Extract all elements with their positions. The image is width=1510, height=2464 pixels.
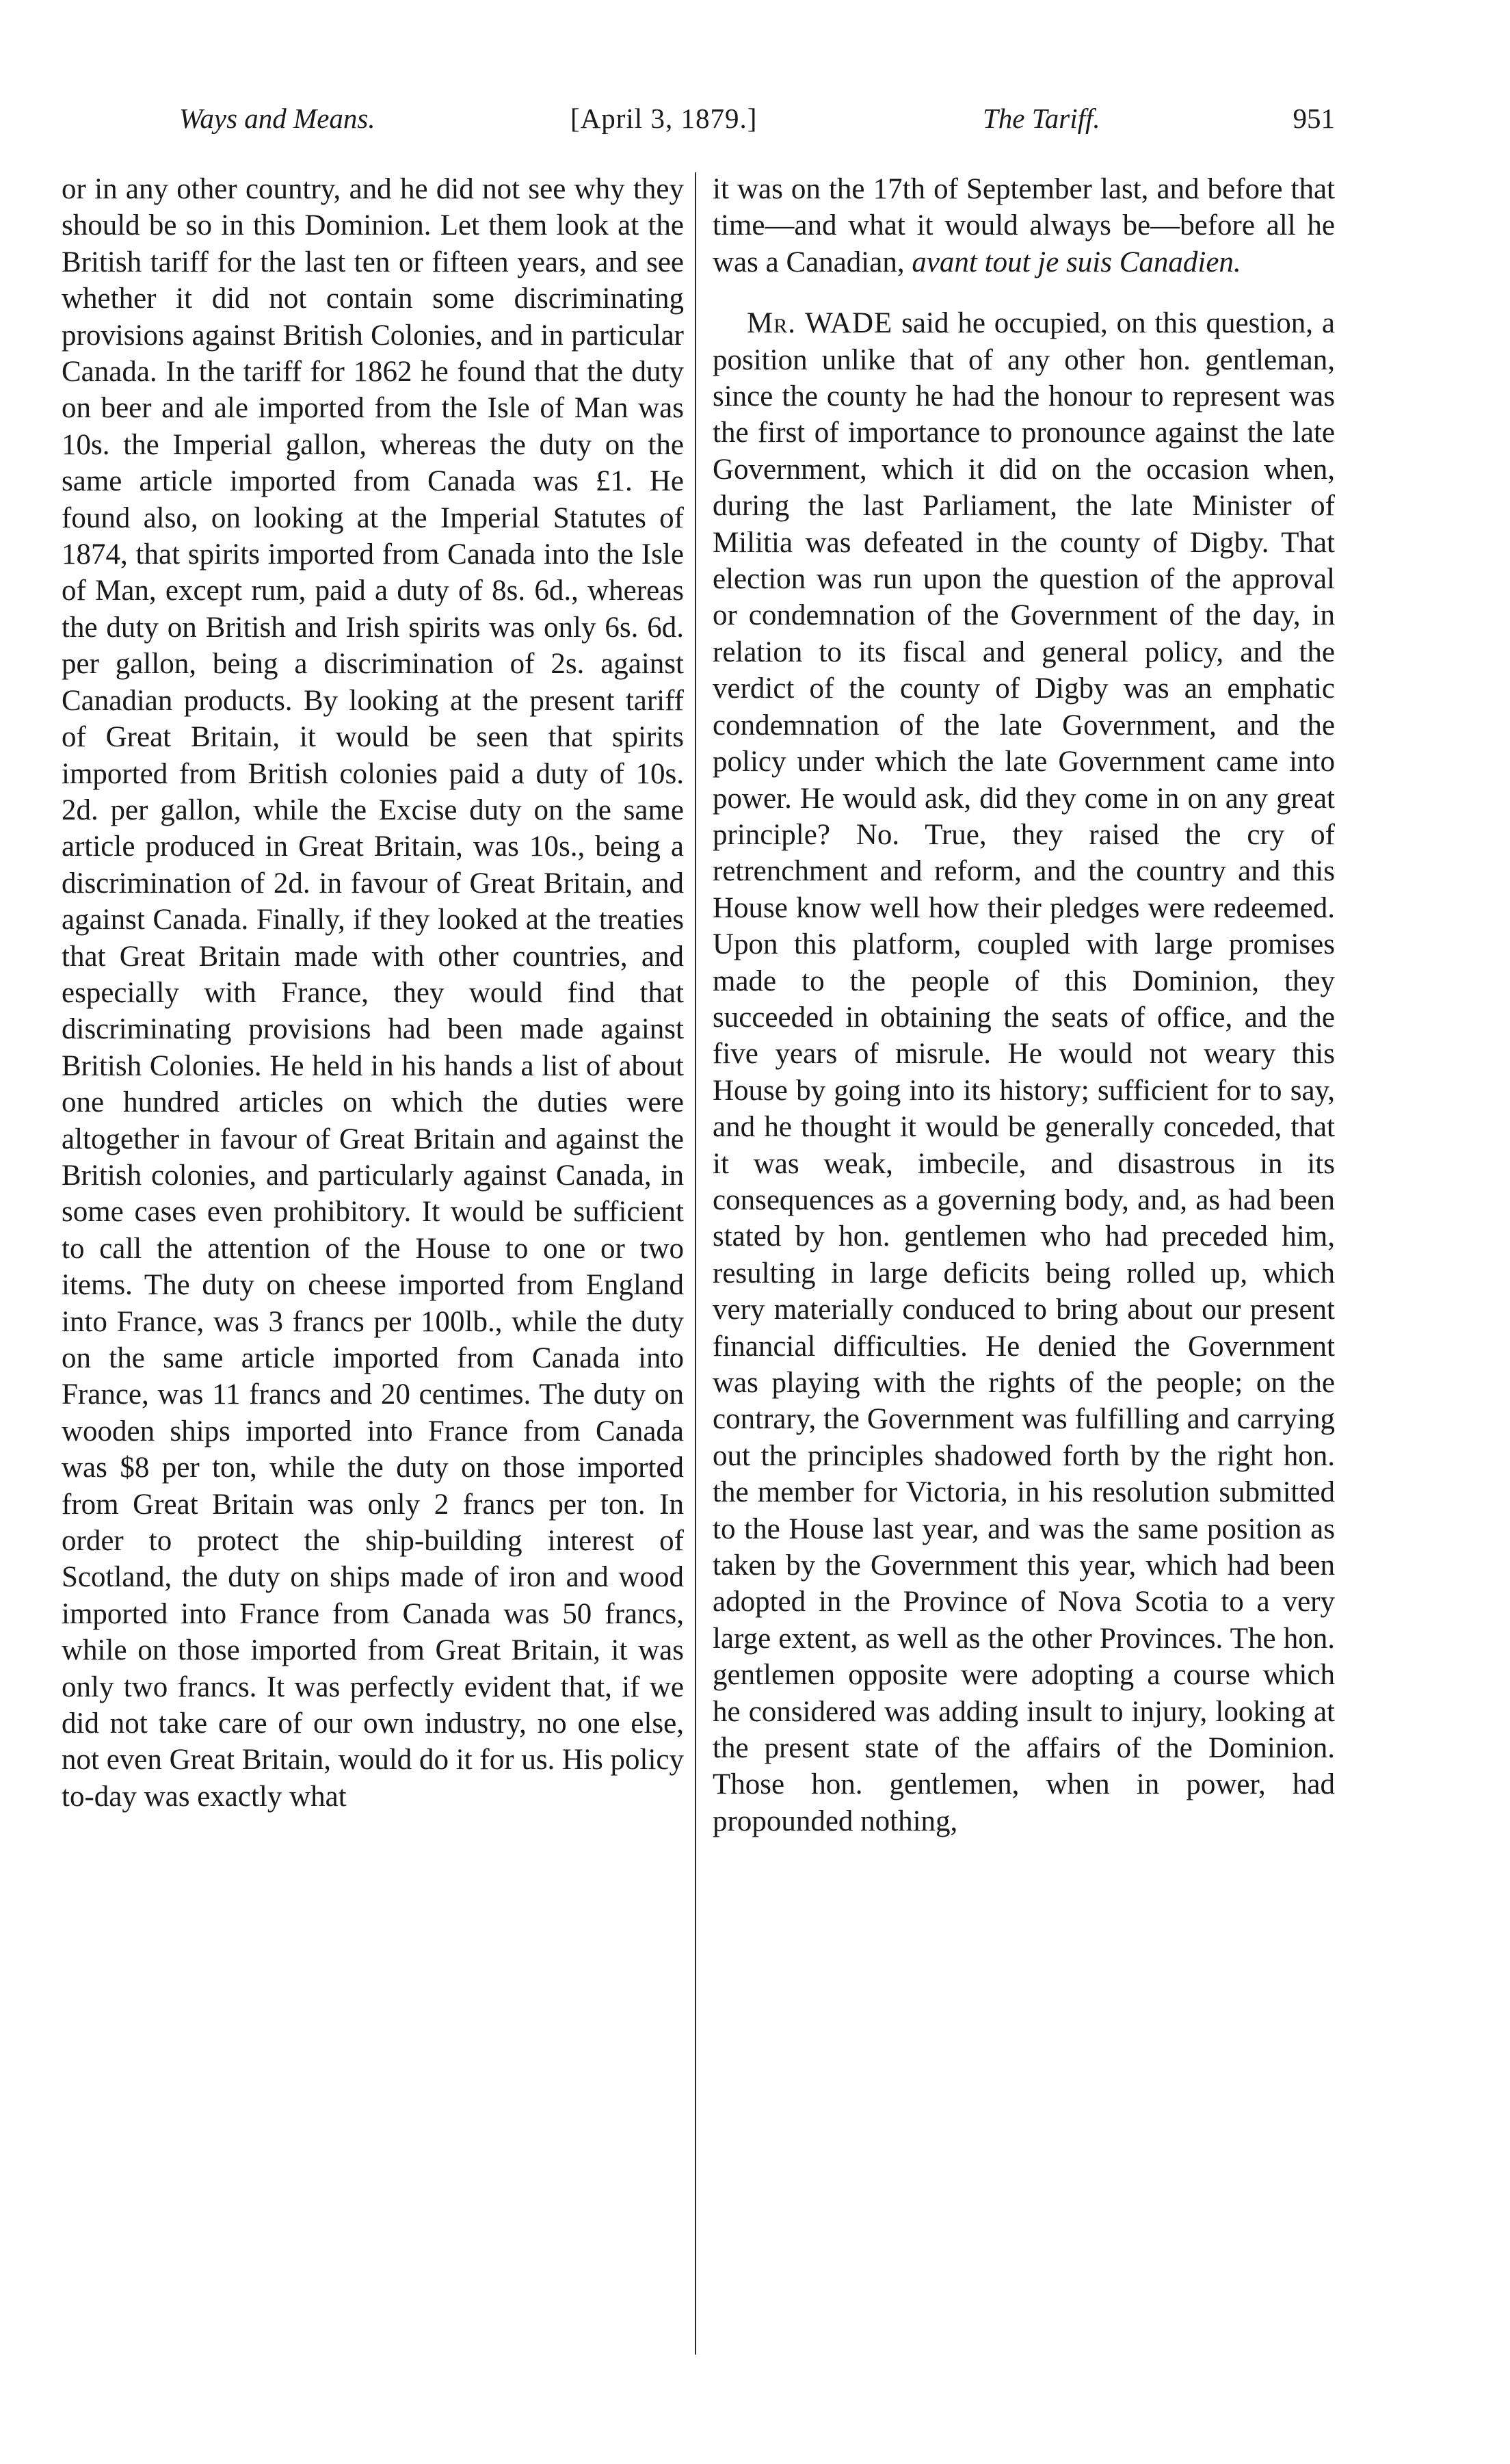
continuation-text: it was on the 17th of September last, and before that time—and what it would always be—before all he was a Canadian, xyxy=(713,173,1335,278)
continuation-italic-phrase: avant tout je suis Canadien. xyxy=(912,246,1241,278)
right-column xyxy=(713,171,1335,1839)
left-column-paragraph: or in any other country, and he did not see why they should be so in this Dominion. Let them look at the British tariff for the last ten or fifteen years, and see whether it did not contain some discriminating provisions against British Colonies, and in particular Canada. In the tariff for 1862 he found that the duty on beer and ale imported from the Isle of Man was 10s. the Imperial gallon, whereas the duty on the same article imported from Canada was £1. He found also, on looking at the Imperial Statutes of 1874, that spirits imported from Canada into the Isle of Man, except rum, paid a duty of 8s. 6d., whereas the duty on British and Irish spirits was only 6s. 6d. per gallon, being a discrimination of 2s. against Canadian products. By looking at the present tariff of Great Britain, it would be seen that spirits imported from British colonies paid a duty of 10s. 2d. per gallon, while the Excise duty on the same article produced in Great Britain, was 10s., being a discrimination of 2d. in favour of Great Britain, and against Canada. Finally, if they looked at the treaties that Great Britain made with other countries, and especially with France, they would find that discriminating provisions had been made against British Colonies. He held in his hands a list of about one hundred articles on which the duties were altogether in favour of Great Britain and against the British colonies, and particularly against Canada, in some cases even prohibitory. It would be sufficient to call the attention of the House to one or two items. The duty on cheese imported from England into France, was 3 francs per 100lb., while the duty on the same article imported from Canada into France, was 11 francs and 20 centimes. The duty on wooden ships imported into France from Canada was $8 per ton, while the duty on those imported from Great Britain was only 2 francs per ton. In order to protect the ship-building interest of Scotland, the duty on ships made of iron and wood imported into France from Canada was 50 francs, while on those imported from Great Britain, it was only two francs. It was perfectly evident that, if we did not take care of our own industry, no one else, not even Great Britain, would do it for us. His policy to-day was exactly what xyxy=(62,173,685,1813)
column-divider xyxy=(695,172,696,2355)
page-number: 951 xyxy=(1293,103,1335,134)
speech-paragraph xyxy=(713,305,1335,1839)
left-column xyxy=(62,171,684,1815)
speaker-name: Mr. WADE xyxy=(747,307,893,340)
speech-text: said he occupied, on this question, a position unlike that of any other hon. gentleman, since the county he had the honour to represent was the first of importance to pronounce against the late Government, which it did on the occasion when, during the last Parliament, the late Minister of Militia was defeated in the county of Digby. That election was run upon the question of the approval or condemnation of the Government of the day, in relation to its fiscal and general policy, and the verdict of the county of Digby was an emphatic condemnation of the late Government, and the policy under which the late Government came into power. He would ask, did they come in on any great principle? No. True, they raised the cry of retrenchment and reform, and the country and this House know well how their pledges were redeemed. Upon this platform, coupled with large promises made to the people of this Dominion, they succeeded in obtaining the seats of office, and the five years of misrule. He would not weary this House by going into its history; sufficient for to say, and he thought it would be generally conceded, that it was weak, imbecile, and disastrous in its consequences as a governing body, and, as had been stated by hon. gentlemen who had preceded him, resulting in large deficits being rolled up, which very materially conduced to bring about our present financial difficulties. He denied the Government was playing with the rights of the people; on the contrary, the Government was fulfilling and carrying out the principles shadowed forth by the right hon. the member for Victoria, in his resolution submitted to the House last year, and was the same position as taken by the Government this year, which had been adopted in the Province of Nova Scotia to a very large extent, as well as the other Provinces. The hon. gentlemen opposite were adopting a course which he considered was adding insult to injury, looking at the present state of the affairs of the Dominion. Those hon. gentlemen, when in power, had propounded nothing, xyxy=(713,307,1335,1837)
continuation-paragraph xyxy=(713,171,1335,280)
header-section-title: Ways and Means. xyxy=(179,103,375,134)
header-topic-title: The Tariff. xyxy=(983,103,1100,134)
running-header xyxy=(63,94,1335,142)
header-date: [April 3, 1879.] xyxy=(570,103,758,134)
